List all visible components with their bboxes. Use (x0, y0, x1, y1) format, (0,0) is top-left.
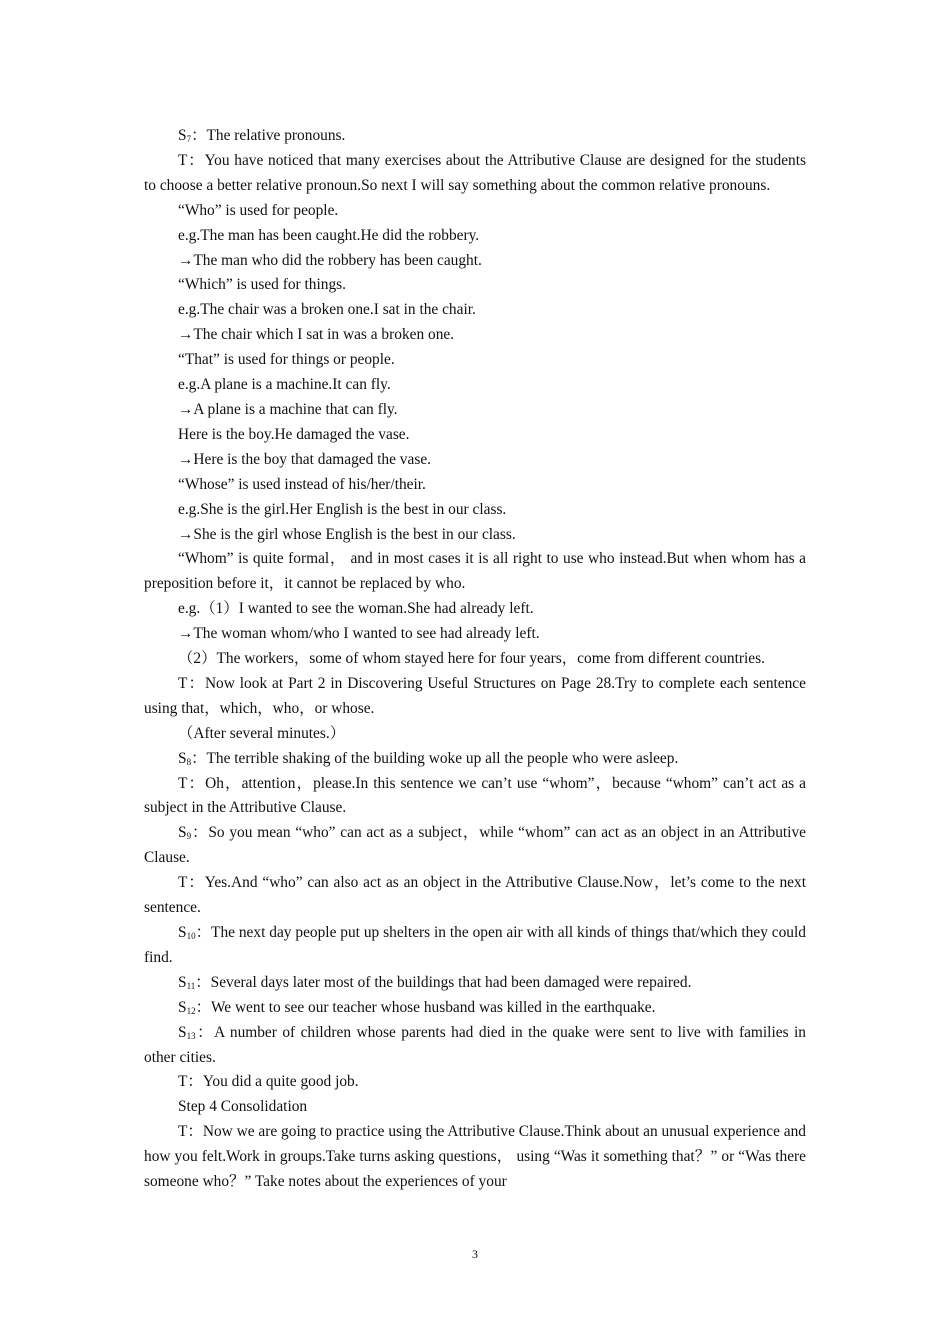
paragraph-text: →Here is the boy that damaged the vase. (178, 450, 432, 468)
speaker-separator: ： (187, 151, 205, 169)
paragraph-text: Several days later most of the buildings that had been damaged were repaired. (210, 973, 692, 991)
paragraph-text: →The chair which I sat in was a broken one. (178, 326, 455, 344)
speaker-label: T (178, 674, 188, 692)
speaker-label: S (178, 749, 187, 767)
paragraph (144, 747, 806, 772)
speaker-label: T (178, 151, 188, 169)
speaker-label: T (178, 1123, 188, 1141)
paragraph (144, 273, 806, 298)
paragraph (144, 423, 806, 448)
paragraph (144, 298, 806, 323)
speaker-separator: ： (195, 998, 211, 1016)
paragraph (144, 921, 806, 971)
speaker-separator: ： (187, 874, 205, 892)
paragraph (144, 672, 806, 722)
paragraph-text: Step 4 Consolidation (178, 1098, 308, 1116)
speaker-label: S (178, 924, 187, 941)
paragraph (144, 871, 806, 921)
paragraph-text: “That” is used for things or people. (178, 351, 395, 369)
paragraph (144, 323, 806, 348)
paragraph (144, 971, 806, 996)
paragraph-text: e.g.The man has been caught.He did the robbery. (178, 226, 480, 244)
paragraph-text: You have noticed that many exercises about the Attributive Clause are designed for the students to choose a better relative pronoun.So next I will say something about the common relative pronouns. (144, 151, 806, 194)
paragraph (144, 1095, 806, 1120)
speaker-label: T (178, 874, 188, 892)
speaker-separator: ： (187, 774, 206, 792)
paragraph (144, 1021, 806, 1071)
paragraph-text: →The man who did the robbery has been caught. (178, 251, 482, 269)
paragraph (144, 398, 806, 423)
paragraph (144, 498, 806, 523)
paragraph-text: e.g.She is the girl.Her English is the best in our class. (178, 500, 507, 518)
paragraph (144, 199, 806, 224)
speaker-label: S (178, 127, 187, 144)
paragraph-text: Now we are going to practice using the Attributive Clause.Think about an unusual experience and how you felt.Work in groups.Take turns asking questions， using “Was it something that？” or “Was there someone who？” Take notes about the experiences of your (144, 1123, 806, 1191)
paragraph (144, 1070, 806, 1095)
paragraph-text: Here is the boy.He damaged the vase. (178, 425, 410, 443)
paragraph-text: （After several minutes.） (178, 724, 346, 742)
paragraph-text: （2）The workers，some of whom stayed here for four years，come from different countries. (178, 650, 765, 668)
paragraph-text: e.g.A plane is a machine.It can fly. (178, 376, 391, 394)
paragraph-text: “Whose” is used instead of his/her/their. (178, 475, 426, 493)
speaker-number: 12 (186, 1005, 196, 1016)
paragraph (144, 1120, 806, 1195)
paragraph-text: So you mean “who” can act as a subject，while “whom” can act as an object in an Attributive Clause. (144, 824, 806, 867)
paragraph (144, 224, 806, 249)
speaker-label: T (178, 774, 188, 792)
speaker-number: 13 (186, 1030, 196, 1041)
paragraph (144, 523, 806, 548)
paragraph-text: Yes.And “who” can also act as an object in the Attributive Clause.Now，let’s come to the next sentence. (144, 874, 806, 917)
speaker-label: S (178, 973, 187, 991)
paragraph-text: “Who” is used for people. (178, 201, 339, 219)
speaker-number: 9 (186, 831, 192, 842)
page-number: 3 (472, 1247, 478, 1261)
paragraph (144, 597, 806, 622)
speaker-separator: ： (191, 127, 207, 144)
paragraph-text: →The woman whom/who I wanted to see had already left. (178, 625, 540, 643)
speaker-separator: ： (195, 1023, 215, 1041)
paragraph-text: “Which” is used for things. (178, 276, 346, 294)
paragraph (144, 149, 806, 199)
speaker-number: 10 (186, 931, 196, 941)
paragraph (144, 547, 806, 597)
speaker-separator: ： (187, 1073, 203, 1091)
paragraph-text: e.g.（1）I wanted to see the woman.She had already left. (178, 600, 534, 618)
speaker-number: 8 (186, 756, 192, 767)
speaker-separator: ： (191, 749, 207, 767)
paragraph (144, 473, 806, 498)
speaker-separator: ： (195, 924, 212, 941)
document-body (144, 124, 806, 1195)
paragraph (144, 821, 806, 871)
paragraph-text: We went to see our teacher whose husband was killed in the earthquake. (210, 998, 656, 1016)
paragraph-text: →A plane is a machine that can fly. (178, 400, 398, 418)
paragraph (144, 622, 806, 647)
speaker-label: T (178, 1073, 188, 1091)
paragraph (144, 348, 806, 373)
speaker-number: 7 (186, 134, 192, 144)
paragraph (144, 996, 806, 1021)
paragraph-text: Now look at Part 2 in Discovering Useful Structures on Page 28.Try to complete each sentence using that，which，who，or whose. (144, 674, 806, 717)
paragraph (144, 647, 806, 672)
paragraph-text: Oh，attention，please.In this sentence we can’t use “whom”，because “whom” can’t act as a subject in the Attributive Clause. (144, 774, 806, 817)
paragraph-text: e.g.The chair was a broken one.I sat in the chair. (178, 301, 476, 319)
paragraph-text: “Whom” is quite formal， and in most cases it is all right to use who instead.But when whom has a preposition before it，it cannot be replaced by who. (144, 550, 806, 593)
paragraph-text: The next day people put up shelters in the open air with all kinds of things that/which they could find. (144, 924, 806, 966)
speaker-number: 11 (186, 980, 196, 991)
paragraph-text: →She is the girl whose English is the best in our class. (178, 525, 516, 543)
speaker-separator: ： (191, 824, 209, 842)
paragraph (144, 722, 806, 747)
paragraph-text: You did a quite good job. (202, 1073, 359, 1091)
paragraph-text: The terrible shaking of the building woke up all the people who were asleep. (206, 749, 679, 767)
paragraph (144, 249, 806, 274)
speaker-separator: ： (187, 674, 205, 692)
paragraph-text: A number of children whose parents had died in the quake were sent to live with families in other cities. (144, 1023, 806, 1066)
speaker-label: S (178, 824, 187, 842)
paragraph-text: The relative pronouns. (206, 127, 346, 144)
paragraph (144, 772, 806, 822)
paragraph (144, 373, 806, 398)
speaker-separator: ： (195, 973, 211, 991)
speaker-label: S (178, 998, 187, 1016)
speaker-separator: ： (187, 1123, 203, 1141)
paragraph (144, 448, 806, 473)
speaker-label: S (178, 1023, 187, 1041)
paragraph (144, 124, 806, 149)
